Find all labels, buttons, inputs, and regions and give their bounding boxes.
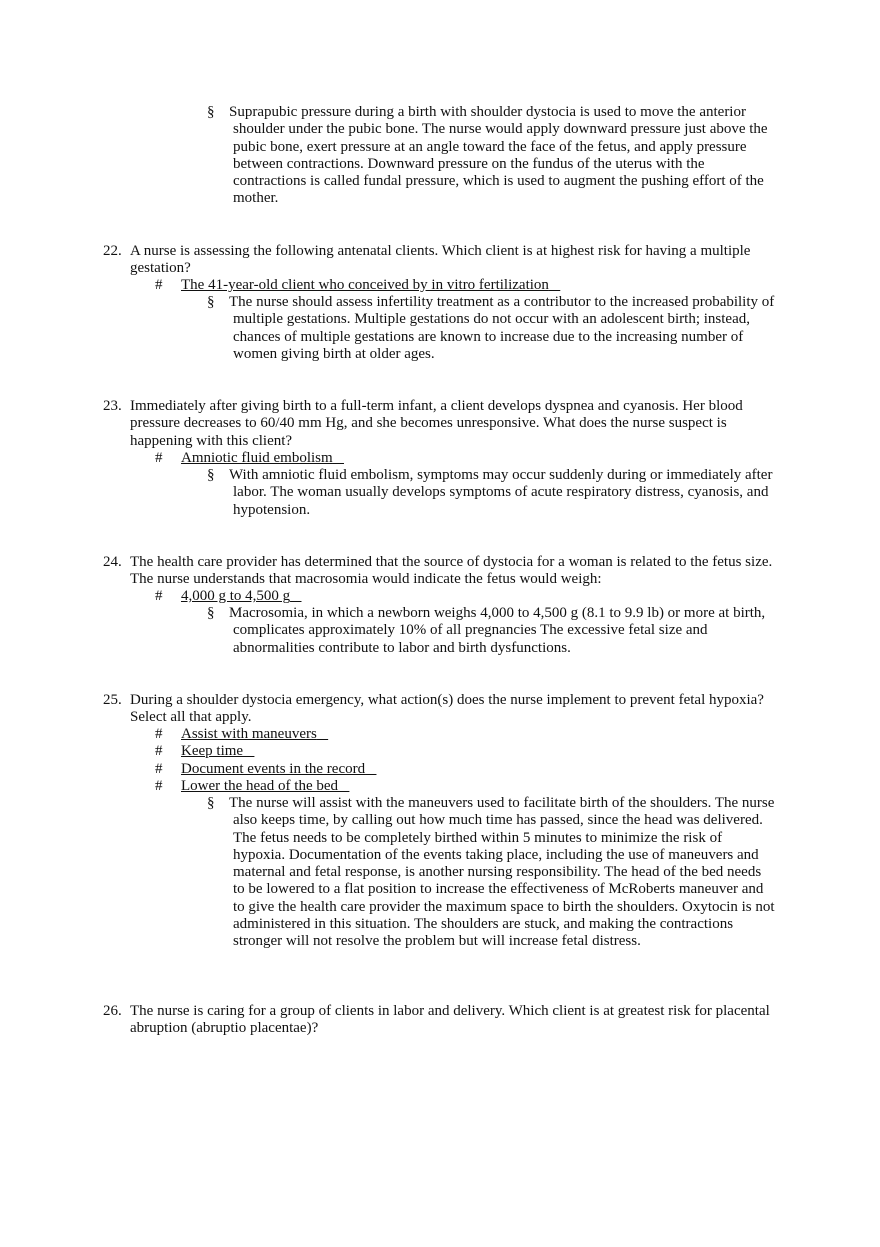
question-22-rationale <box>207 294 775 363</box>
hash-symbol: # <box>155 761 163 777</box>
rationale-text: Suprapubic pressure during a birth with shoulder dystocia is used to move the anterior shoulder under the pubic bone. The nurse would apply downward pressure just above the pubic bone, exert pressure at an angle toward the face of the fetus, and apply pressure between contractions. Downward pressure on the fundus of the uterus with the contractions is called fundal pressure, which is used to augment the pushing effort of the mother. <box>229 104 768 207</box>
question-text: A nurse is assessing the following antenatal clients. Which client is at highest risk for having a multiple gestation? <box>130 243 751 277</box>
question-24 <box>103 554 783 589</box>
question-23-rationale <box>207 467 775 519</box>
question-22 <box>103 243 783 278</box>
rationale-text: With amniotic fluid embolism, symptoms may occur suddenly during or immediately after labor. The woman usually develops symptoms of acute respiratory distress, cyanosis, and hypotension. <box>229 467 773 518</box>
hash-symbol: # <box>155 778 163 794</box>
hash-symbol: # <box>155 743 163 759</box>
hash-symbol: # <box>155 588 163 604</box>
answer-text: Keep time <box>181 743 244 759</box>
hash-symbol: # <box>155 277 163 293</box>
question-text: The nurse is caring for a group of clients in labor and delivery. Which client is at greatest risk for placental abruption (abruptio placentae)? <box>130 1003 770 1037</box>
intro-rationale <box>207 104 775 208</box>
answer-item <box>155 761 775 778</box>
section-symbol: § <box>207 795 215 811</box>
rationale-text: The nurse will assist with the maneuvers used to facilitate birth of the shoulders. The nurse also keeps time, by calling out how much time has passed, since the head was delivered. The fetus needs to be completely birthed within 5 minutes to minimize the risk of hypoxia. Documentation of the events taking place, including the use of maneuvers and maternal and fetal response, is another nursing responsibility. The head of the bed needs to be lowered to a flat position to increase the effectiveness of McRoberts maneuver and to give the health care provider the maximum space to birth the shoulders. Oxytocin is not administered in this situation. The shoulders are stuck, and making the contractions stronger will not resolve the problem but will increase fetal distress. <box>229 795 775 950</box>
section-symbol: § <box>207 294 215 310</box>
answer-item <box>155 743 775 760</box>
answer-text: Lower the head of the bed <box>181 778 339 794</box>
question-text: Immediately after giving birth to a full-term infant, a client develops dyspnea and cyanosis. Her blood pressure decreases to 60/40 mm Hg, and she becomes unresponsive. What does the nurse suspect is happening with this client? <box>130 398 743 449</box>
question-number: 23. <box>103 398 122 414</box>
question-25-rationale <box>207 795 775 951</box>
section-symbol: § <box>207 605 215 621</box>
section-symbol: § <box>207 467 215 483</box>
answer-text: Assist with maneuvers <box>181 726 317 742</box>
answer-item <box>155 450 775 467</box>
question-number: 26. <box>103 1003 122 1019</box>
answer-text: Amniotic fluid embolism <box>181 450 333 466</box>
question-number: 25. <box>103 692 122 708</box>
question-26 <box>103 1003 783 1038</box>
rationale-text: Macrosomia, in which a newborn weighs 4,000 to 4,500 g (8.1 to 9.9 lb) or more at birth, complicates approximately 10% of all pregnancies The excessive fetal size and abnormalities contribute to labor and birth dysfunctions. <box>229 605 766 656</box>
rationale-text: The nurse should assess infertility treatment as a contributor to the increased probability of multiple gestations. Multiple gestations do not occur with an adolescent birth; instead, chances of multiple gestations are known to increase due to the increasing number of women giving birth at older ages. <box>229 294 775 362</box>
answer-item <box>155 277 775 294</box>
answer-item <box>155 778 775 795</box>
question-number: 24. <box>103 554 122 570</box>
question-25 <box>103 692 783 727</box>
question-text: During a shoulder dystocia emergency, what action(s) does the nurse implement to prevent fetal hypoxia? Select all that apply. <box>130 692 764 726</box>
answer-item <box>155 726 775 743</box>
question-24-rationale <box>207 605 775 657</box>
hash-symbol: # <box>155 726 163 742</box>
answer-text: The 41-year-old client who conceived by in vitro fertilization <box>181 277 549 293</box>
answer-item <box>155 588 775 605</box>
hash-symbol: # <box>155 450 163 466</box>
question-23 <box>103 398 783 450</box>
section-symbol: § <box>207 104 215 120</box>
answer-text: 4,000 g to 4,500 g <box>181 588 291 604</box>
answer-text: Document events in the record <box>181 761 366 777</box>
question-number: 22. <box>103 243 122 259</box>
question-text: The health care provider has determined that the source of dystocia for a woman is related to the fetus size. The nurse understands that macrosomia would indicate the fetus would weigh: <box>130 554 773 588</box>
